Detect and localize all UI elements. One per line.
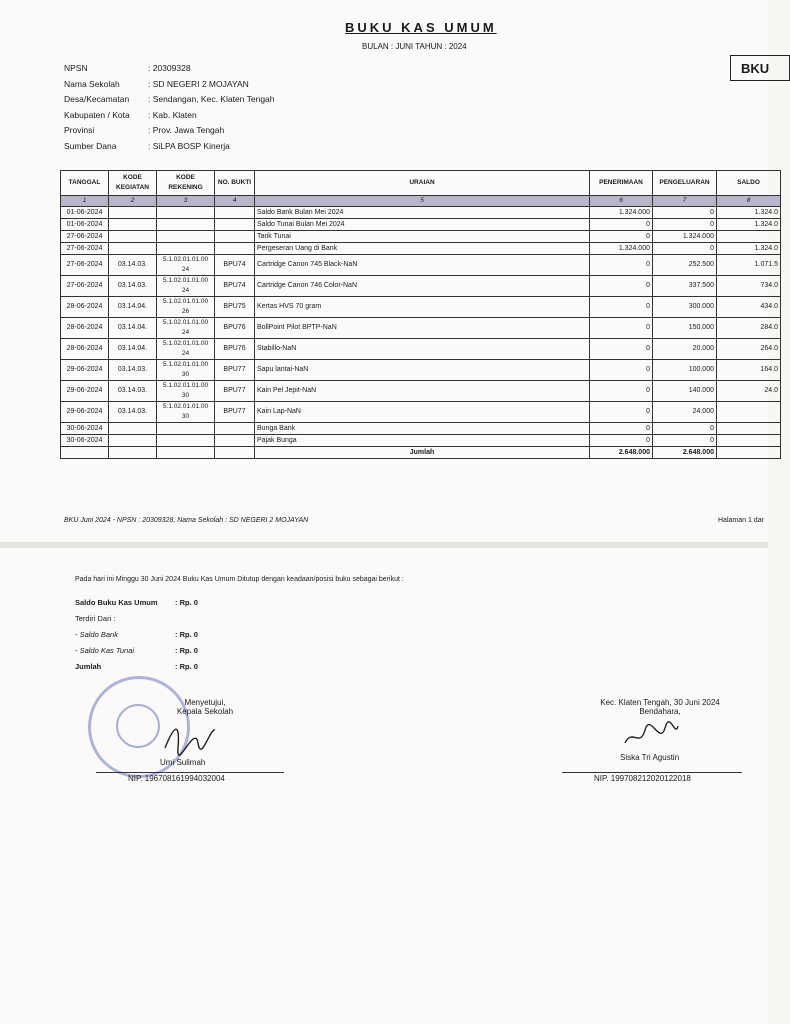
description-cell: Saldo Bank Bulan Mei 2024 xyxy=(255,207,590,219)
date-cell: 28-06-2024 xyxy=(61,297,109,318)
balance-label: Saldo Buku Kas Umum xyxy=(75,597,158,607)
info-label: Sumber Dana xyxy=(64,140,117,151)
total-empty xyxy=(157,447,215,459)
treasurer-nip: NIP. 199708212020122018 xyxy=(594,774,691,783)
expenses-cell: 0 xyxy=(653,243,717,255)
account-code-cell: 5.1.02.01.01.00 24 xyxy=(157,255,215,276)
column-header: TANGGAL xyxy=(61,171,109,196)
balance-cell: 434.0 xyxy=(717,297,781,318)
activity-code-cell: 03.14.03. xyxy=(109,402,157,423)
receipt-number-cell: BPU74 xyxy=(215,255,255,276)
info-row xyxy=(64,141,275,157)
table-row xyxy=(61,255,781,276)
info-value: : Sendangan, Kec. Klaten Tengah xyxy=(148,94,275,104)
info-row xyxy=(64,110,275,126)
table-row xyxy=(61,243,781,255)
receipts-cell: 0 xyxy=(590,297,653,318)
expenses-cell: 0 xyxy=(653,207,717,219)
expenses-cell: 1.324.000 xyxy=(653,231,717,243)
column-number: 3 xyxy=(157,196,215,207)
total-empty xyxy=(215,447,255,459)
expenses-cell: 150.000 xyxy=(653,318,717,339)
table-row xyxy=(61,207,781,219)
activity-code-cell: 03.14.04. xyxy=(109,339,157,360)
description-cell: Kain Lap-NaN xyxy=(255,402,590,423)
description-cell: Bunga Bank xyxy=(255,423,590,435)
info-label: Desa/Kecamatan xyxy=(64,94,130,104)
description-cell: Pajak Bunga xyxy=(255,435,590,447)
activity-code-cell: 03.14.04. xyxy=(109,318,157,339)
activity-code-cell xyxy=(109,435,157,447)
receipt-number-cell: BPU77 xyxy=(215,381,255,402)
date-cell: 29-06-2024 xyxy=(61,381,109,402)
receipts-cell: 0 xyxy=(590,435,653,447)
description-cell: Saldo Tunai Bulan Mei 2024 xyxy=(255,219,590,231)
activity-code-cell xyxy=(109,231,157,243)
receipt-number-cell xyxy=(215,243,255,255)
info-row xyxy=(64,94,275,110)
date-cell: 01-06-2024 xyxy=(61,207,109,219)
activity-code-cell: 03.14.03. xyxy=(109,381,157,402)
date-cell: 30-06-2024 xyxy=(61,423,109,435)
receipt-number-cell: BPU77 xyxy=(215,360,255,381)
expenses-cell: 337.500 xyxy=(653,276,717,297)
receipt-number-cell: BPU76 xyxy=(215,318,255,339)
balance-value: : Rp. 0 xyxy=(175,645,198,655)
balance-value: : Rp. 0 xyxy=(175,661,198,671)
info-label: Kabupaten / Kota xyxy=(64,109,130,120)
account-code-cell xyxy=(157,207,215,219)
column-number: 5 xyxy=(255,196,590,207)
account-code-cell: 5.1.02.01.01.00 24 xyxy=(157,318,215,339)
column-header: NO. BUKTI xyxy=(215,171,255,196)
balance-row xyxy=(75,626,198,642)
balance-row xyxy=(75,610,198,626)
date-cell: 28-06-2024 xyxy=(61,318,109,339)
bku-badge: BKU xyxy=(730,55,790,81)
balance-cell xyxy=(717,423,781,435)
school-info xyxy=(64,63,275,156)
column-number: 7 xyxy=(653,196,717,207)
treasurer-name: Siska Tri Agustin xyxy=(620,753,680,762)
date-cell: 28-06-2024 xyxy=(61,339,109,360)
approval-title: Menyetujui, xyxy=(184,698,226,707)
table-row xyxy=(61,435,781,447)
table-row xyxy=(61,381,781,402)
description-cell: Sapu lantai-NaN xyxy=(255,360,590,381)
column-header: KODE REKENING xyxy=(157,171,215,196)
description-cell: Stabillo-NaN xyxy=(255,339,590,360)
account-code-cell: 5.1.02.01.01.00 30 xyxy=(157,360,215,381)
description-cell: Tarik Tunai xyxy=(255,231,590,243)
account-code-cell: 5.1.02.01.01.00 24 xyxy=(157,339,215,360)
activity-code-cell: 03.14.03. xyxy=(109,360,157,381)
date-cell: 27-06-2024 xyxy=(61,243,109,255)
balance-row xyxy=(75,658,198,674)
balance-cell: 734.0 xyxy=(717,276,781,297)
closing-statement: Pada hari ini Minggu 30 Juni 2024 Buku Kas Umum Ditutup dengan keadaan/posisi buku sebagai berikut : xyxy=(75,576,404,583)
expenses-cell: 300.000 xyxy=(653,297,717,318)
headmaster-nip: NIP. 196708161994032004 xyxy=(128,774,225,783)
activity-code-cell xyxy=(109,207,157,219)
balance-cell: 1.324.0 xyxy=(717,243,781,255)
balance-cell: 1.324.0 xyxy=(717,207,781,219)
headmaster-name: Umi Sulimah xyxy=(160,758,206,767)
receipts-cell: 0 xyxy=(590,402,653,423)
expenses-cell: 252.500 xyxy=(653,255,717,276)
balance-cell xyxy=(717,435,781,447)
column-number: 2 xyxy=(109,196,157,207)
info-row xyxy=(64,125,275,141)
info-value: : Prov. Jawa Tengah xyxy=(148,125,225,135)
treasurer-block xyxy=(560,698,760,716)
account-code-cell xyxy=(157,435,215,447)
page-footer: BKU Juni 2024 - NPSN : 20309328, Nama Sekolah : SD NEGERI 2 MOJAYAN xyxy=(64,517,309,524)
expenses-cell: 0 xyxy=(653,219,717,231)
document-subtitle: BULAN : JUNI TAHUN : 2024 xyxy=(362,42,467,51)
table-row xyxy=(61,297,781,318)
receipts-cell: 1.324.000 xyxy=(590,207,653,219)
receipts-cell: 0 xyxy=(590,276,653,297)
account-code-cell: 5.1.02.01.01.00 30 xyxy=(157,381,215,402)
document-page-2 xyxy=(0,548,768,1024)
total-empty xyxy=(109,447,157,459)
receipts-cell: 0 xyxy=(590,360,653,381)
table-row xyxy=(61,402,781,423)
document-title: BUKU KAS UMUM xyxy=(345,20,497,35)
total-receipts: 2.648.000 xyxy=(590,447,653,459)
balance-cell: 24.0 xyxy=(717,381,781,402)
description-cell: BollPoint Pilot BPTP-NaN xyxy=(255,318,590,339)
total-empty xyxy=(61,447,109,459)
expenses-cell: 0 xyxy=(653,423,717,435)
closing-balance xyxy=(75,594,198,674)
account-code-cell xyxy=(157,243,215,255)
activity-code-cell: 03.14.03. xyxy=(109,255,157,276)
treasurer-role: Bendahara, xyxy=(639,707,681,716)
balance-cell xyxy=(717,402,781,423)
balance-row xyxy=(75,594,198,610)
info-label: Nama Sekolah xyxy=(64,78,120,89)
signature-line xyxy=(562,772,742,773)
activity-code-cell xyxy=(109,243,157,255)
ledger-body xyxy=(61,207,781,447)
balance-label: Jumlah xyxy=(75,661,102,671)
account-code-cell: 5.1.02.01.01.00 24 xyxy=(157,276,215,297)
account-code-cell xyxy=(157,423,215,435)
info-label: NPSN xyxy=(64,63,88,73)
receipt-number-cell: BPU76 xyxy=(215,339,255,360)
place-date: Kec. Klaten Tengah, 30 Juni 2024 xyxy=(600,698,720,707)
description-cell: Kertas HVS 70 gram xyxy=(255,297,590,318)
description-cell: Pergeseran Uang di Bank xyxy=(255,243,590,255)
account-code-cell: 5.1.02.01.01.00 30 xyxy=(157,402,215,423)
total-expenses: 2.648.000 xyxy=(653,447,717,459)
activity-code-cell xyxy=(109,219,157,231)
account-code-cell xyxy=(157,219,215,231)
receipt-number-cell xyxy=(215,219,255,231)
balance-label: - Saldo Kas Tunai xyxy=(75,645,135,655)
column-number: 1 xyxy=(61,196,109,207)
info-value: : 20309328 xyxy=(148,63,191,73)
info-value: : SD NEGERI 2 MOJAYAN xyxy=(148,78,249,89)
receipts-cell: 0 xyxy=(590,339,653,360)
table-row xyxy=(61,360,781,381)
info-value: : SiLPA BOSP Kinerja xyxy=(148,140,230,151)
table-header-row xyxy=(61,171,781,196)
activity-code-cell xyxy=(109,423,157,435)
account-code-cell xyxy=(157,231,215,243)
receipts-cell: 0 xyxy=(590,219,653,231)
date-cell: 27-06-2024 xyxy=(61,255,109,276)
column-number: 6 xyxy=(590,196,653,207)
balance-cell: 1.324.0 xyxy=(717,219,781,231)
activity-code-cell: 03.14.03. xyxy=(109,276,157,297)
balance-label: - Saldo Bank xyxy=(75,629,118,639)
expenses-cell: 100.000 xyxy=(653,360,717,381)
date-cell: 01-06-2024 xyxy=(61,219,109,231)
headmaster-signature xyxy=(160,718,220,758)
column-number: 8 xyxy=(717,196,781,207)
info-row xyxy=(64,63,275,79)
receipt-number-cell xyxy=(215,231,255,243)
expenses-cell: 140.000 xyxy=(653,381,717,402)
receipt-number-cell: BPU75 xyxy=(215,297,255,318)
column-number: 4 xyxy=(215,196,255,207)
approval-block xyxy=(145,698,265,716)
balance-value: : Rp. 0 xyxy=(175,597,198,607)
table-row xyxy=(61,276,781,297)
table-row xyxy=(61,231,781,243)
expenses-cell: 20.000 xyxy=(653,339,717,360)
balance-row xyxy=(75,642,198,658)
table-row xyxy=(61,423,781,435)
date-cell: 27-06-2024 xyxy=(61,276,109,297)
date-cell: 29-06-2024 xyxy=(61,360,109,381)
cash-ledger-table xyxy=(60,170,781,459)
receipts-cell: 0 xyxy=(590,255,653,276)
total-row xyxy=(61,447,781,459)
column-number-row xyxy=(61,196,781,207)
balance-cell: 164.0 xyxy=(717,360,781,381)
description-cell: Cartridge Canon 745 Black-NaN xyxy=(255,255,590,276)
balance-value: : Rp. 0 xyxy=(175,629,198,639)
treasurer-signature xyxy=(620,718,680,753)
receipt-number-cell: BPU74 xyxy=(215,276,255,297)
column-header: URAIAN xyxy=(255,171,590,196)
table-row xyxy=(61,318,781,339)
receipt-number-cell xyxy=(215,423,255,435)
table-row xyxy=(61,339,781,360)
info-row xyxy=(64,79,275,95)
receipts-cell: 0 xyxy=(590,423,653,435)
receipt-number-cell: BPU77 xyxy=(215,402,255,423)
expenses-cell: 0 xyxy=(653,435,717,447)
total-empty xyxy=(717,447,781,459)
receipts-cell: 0 xyxy=(590,381,653,402)
date-cell: 30-06-2024 xyxy=(61,435,109,447)
balance-label: Terdiri Dari : xyxy=(75,613,116,623)
column-header: PENGELUARAN xyxy=(653,171,717,196)
receipts-cell: 1.324.000 xyxy=(590,243,653,255)
receipt-number-cell xyxy=(215,207,255,219)
table-row xyxy=(61,219,781,231)
date-cell: 29-06-2024 xyxy=(61,402,109,423)
balance-cell xyxy=(717,231,781,243)
balance-cell: 264.0 xyxy=(717,339,781,360)
column-header: PENERIMAAN xyxy=(590,171,653,196)
column-header: KODE KEGIATAN xyxy=(109,171,157,196)
page-number: Halaman 1 dar xyxy=(718,517,764,524)
balance-cell: 284.0 xyxy=(717,318,781,339)
approval-role: Kepala Sekolah xyxy=(176,707,234,716)
activity-code-cell: 03.14.04. xyxy=(109,297,157,318)
expenses-cell: 24.000 xyxy=(653,402,717,423)
receipt-number-cell xyxy=(215,435,255,447)
description-cell: Kain Pel Jepit-NaN xyxy=(255,381,590,402)
receipts-cell: 0 xyxy=(590,231,653,243)
receipts-cell: 0 xyxy=(590,318,653,339)
balance-cell: 1.071.5 xyxy=(717,255,781,276)
info-label: Provinsi xyxy=(64,125,95,135)
signature-line xyxy=(96,772,284,773)
total-label: Jumlah xyxy=(255,447,590,459)
date-cell: 27-06-2024 xyxy=(61,231,109,243)
column-header: SALDO xyxy=(717,171,781,196)
info-value: : Kab. Klaten xyxy=(148,109,197,120)
description-cell: Cartridge Canon 746 Color-NaN xyxy=(255,276,590,297)
account-code-cell: 5.1.02.01.01.00 26 xyxy=(157,297,215,318)
